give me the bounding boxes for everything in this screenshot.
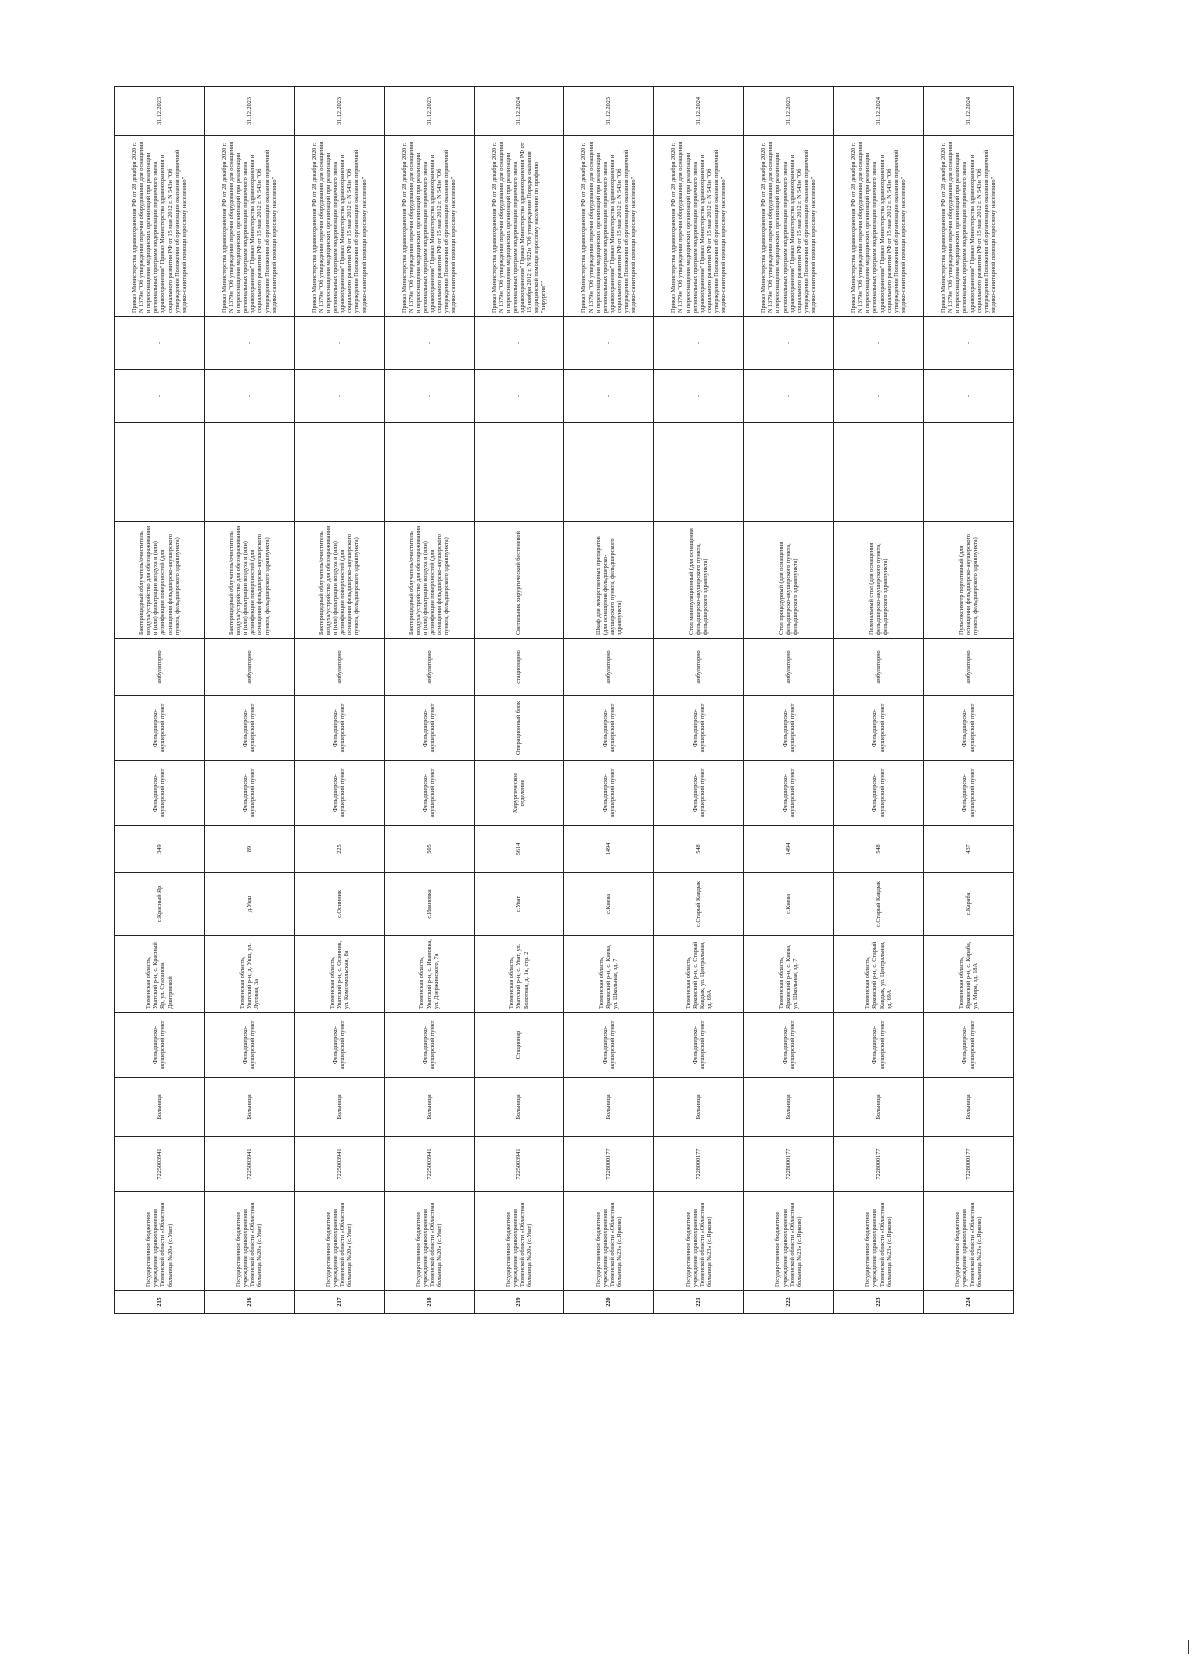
facility-type-cell: Больница xyxy=(834,1078,924,1137)
subdivision-cell: Фельдшерско-акушерский пункт xyxy=(834,1013,924,1078)
empty-cell xyxy=(654,423,744,522)
quantity-cell: - xyxy=(204,317,294,370)
quantity-cell: - xyxy=(744,317,834,370)
quantity-cell: - xyxy=(564,317,654,370)
locality-cell: с.Осинник xyxy=(294,873,384,936)
deadline-cell: 31.12.2024 xyxy=(834,87,924,136)
deadline-cell: 31.12.2023 xyxy=(744,87,834,136)
department-cell: Фельдшерско-акушерский пункт xyxy=(564,696,654,761)
inn-cell: 7225003941 xyxy=(115,1137,205,1192)
regulation-cell: Приказ Министерства здравоохранения РФ от 28 декабря 2020 г. N 1379н "Об утверждении перечня оборудования для оснащения и переоснащения медицинских организаций при реализации региональных программ модернизации первичного звена здравоохранения" Приказ Министерства здравоохранения и социального развития РФ от 15 мая 2012 г. N 543н "Об утверждении Положения об организации оказания первичной медико-санитарной помощи взрослому населению" xyxy=(654,136,744,317)
address-cell: Тюменская область, Ярковский р-н, с. Киева, ул. Школьная, зд. 7 xyxy=(564,936,654,1013)
unit-cell: Фельдшерско-акушерский пункт xyxy=(834,761,924,826)
deadline-cell: 31.12.2023 xyxy=(384,87,474,136)
unit-cell: Фельдшерско-акушерский пункт xyxy=(115,761,205,826)
table-row xyxy=(564,87,654,1314)
table-row xyxy=(115,87,205,1314)
equipment-cell: Стол манипуляционный (для оснащения фельдшерско-акушерского пункта, фельдшерского здравпункта) xyxy=(654,522,744,639)
subdivision-cell: Фельдшерско-акушерский пункт xyxy=(294,1013,384,1078)
table-body xyxy=(115,87,1014,1314)
empty-cell xyxy=(294,423,384,522)
organization-cell: Государственное бюджетное учреждение здравоохранения Тюменской области «Областная больница №20» (с.Уват) xyxy=(294,1192,384,1291)
quantity-cell: - xyxy=(474,317,564,370)
department-cell: Фельдшерско-акушерский пункт xyxy=(834,696,924,761)
inn-cell: 7225003941 xyxy=(384,1137,474,1192)
row-number-cell: 215 xyxy=(115,1291,205,1314)
inn-cell: 7228000177 xyxy=(744,1137,834,1192)
quantity-cell: - xyxy=(384,370,474,423)
address-cell: Тюменская область, Ярковский р-н, с. Старый Кавдык, ул. Центральная, зд. 69А xyxy=(654,936,744,1013)
quantity-cell: - xyxy=(834,370,924,423)
table-row xyxy=(384,87,474,1314)
locality-cell: с.Красный Яр xyxy=(115,873,205,936)
organization-cell: Государственное бюджетное учреждение здравоохранения Тюменской области «Областная больница №20» (с.Уват) xyxy=(115,1192,205,1291)
table-row xyxy=(204,87,294,1314)
inn-cell: 7228000177 xyxy=(654,1137,744,1192)
regulation-cell: Приказ Министерства здравоохранения РФ от 28 декабря 2020 г. N 1379н "Об утверждении перечня оборудования для оснащения и переоснащения медицинских организаций при реализации региональных программ модернизации первичного звена здравоохранения" Приказ Министерства здравоохранения и социального развития РФ от 15 мая 2012 г. N 543н "Об утверждении Положения об организации оказания первичной медико-санитарной помощи взрослому населению" xyxy=(115,136,205,317)
row-number-cell: 216 xyxy=(204,1291,294,1314)
empty-cell xyxy=(115,423,205,522)
row-number-cell: 223 xyxy=(834,1291,924,1314)
table-row xyxy=(654,87,744,1314)
locality-cell: с.Старый Кавдык xyxy=(654,873,744,936)
locality-cell: с.Уват xyxy=(474,873,564,936)
care-mode-cell: амбулаторно xyxy=(654,639,744,696)
table-row xyxy=(474,87,564,1314)
locality-cell: с.Киева xyxy=(744,873,834,936)
table-row xyxy=(294,87,384,1314)
address-cell: Тюменская область, Ярковский р-н, с. Киева, ул. Школьная, зд. 7 xyxy=(744,936,834,1013)
facility-type-cell: Больница xyxy=(115,1078,205,1137)
unit-cell: Фельдшерско-акушерский пункт xyxy=(654,761,744,826)
population-cell: 225 xyxy=(294,826,384,873)
row-number-cell: 217 xyxy=(294,1291,384,1314)
address-cell: Тюменская область, Уватский р-н, с. Ивановка, ул. Дзержинского, 7а xyxy=(384,936,474,1013)
empty-cell xyxy=(384,423,474,522)
regulation-cell: Приказ Министерства здравоохранения РФ от 28 декабря 2020 г. N 1379н "Об утверждении перечня оборудования для оснащения и переоснащения медицинских организаций при реализации региональных программ модернизации первичного звена здравоохранения" Приказ Министерства здравоохранения и социального развития РФ от 15 мая 2012 г. N 543н "Об утверждении Положения об организации оказания первичной медико-санитарной помощи взрослому населению" xyxy=(834,136,924,317)
facility-type-cell: Больница xyxy=(924,1078,1014,1137)
inn-cell: 7225003941 xyxy=(294,1137,384,1192)
quantity-cell: - xyxy=(654,370,744,423)
row-number-cell: 219 xyxy=(474,1291,564,1314)
address-cell: Тюменская область, Уватский р-н, д. Укш, ул. Луговая, 3а xyxy=(204,936,294,1013)
empty-cell xyxy=(564,423,654,522)
department-cell: Фельдшерско-акушерский пункт xyxy=(744,696,834,761)
row-number-cell: 220 xyxy=(564,1291,654,1314)
empty-cell xyxy=(924,423,1014,522)
unit-cell: Фельдшерско-акушерский пункт xyxy=(564,761,654,826)
unit-cell: Фельдшерско-акушерский пункт xyxy=(384,761,474,826)
empty-cell xyxy=(834,423,924,522)
subdivision-cell: Фельдшерско-акушерский пункт xyxy=(384,1013,474,1078)
care-mode-cell: амбулаторно xyxy=(384,639,474,696)
empty-cell xyxy=(474,423,564,522)
quantity-cell: - xyxy=(115,317,205,370)
equipment-cell: Светильник хирургический бестеневой xyxy=(474,522,564,639)
empty-cell xyxy=(744,423,834,522)
care-mode-cell: стационарно xyxy=(474,639,564,696)
equipment-register-table xyxy=(114,86,1014,1314)
unit-cell: Хирургическое отделение xyxy=(474,761,564,826)
unit-cell: Фельдшерско-акушерский пункт xyxy=(924,761,1014,826)
facility-type-cell: Больница xyxy=(654,1078,744,1137)
subdivision-cell: Фельдшерско-акушерский пункт xyxy=(654,1013,744,1078)
organization-cell: Государственное бюджетное учреждение здравоохранения Тюменской области «Областная больница №20» (с.Уват) xyxy=(384,1192,474,1291)
quantity-cell: - xyxy=(924,370,1014,423)
equipment-cell: Бактерицидный облучатель/очиститель воздуха/устройство для обеззараживания и (или) фильтрации воздуха и (или) дезинфекции поверхностей (для оснащения фельдшерско-акушерского пункта, фельдшерского здравпункта) xyxy=(115,522,205,639)
quantity-cell: - xyxy=(384,317,474,370)
row-number-cell: 224 xyxy=(924,1291,1014,1314)
department-cell: Фельдшерско-акушерский пункт xyxy=(654,696,744,761)
organization-cell: Государственное бюджетное учреждение здравоохранения Тюменской области «Областная больница №23» (с.Ярково) xyxy=(924,1192,1014,1291)
organization-cell: Государственное бюджетное учреждение здравоохранения Тюменской области «Областная больница №23» (с.Ярково) xyxy=(564,1192,654,1291)
equipment-cell: Стол процедурный (для оснащения фельдшерско-акушерского пункта, фельдшерского здравпункта) xyxy=(744,522,834,639)
population-cell: 1494 xyxy=(564,826,654,873)
population-cell: 548 xyxy=(654,826,744,873)
row-number-cell: 221 xyxy=(654,1291,744,1314)
department-cell: Фельдшерско-акушерский пункт xyxy=(384,696,474,761)
equipment-cell: Бактерицидный облучатель/очиститель воздуха/устройство для обеззараживания и (или) фильтрации воздуха и (или) дезинфекции поверхностей (для оснащения фельдшерско-акушерского пункта, фельдшерского здравпункта) xyxy=(294,522,384,639)
address-cell: Тюменская область, Ярковский р-н, с. Старый Кавдык, ул. Центральная, зд. 69А xyxy=(834,936,924,1013)
rotated-table-container xyxy=(114,97,1014,1314)
population-cell: 5614 xyxy=(474,826,564,873)
care-mode-cell: амбулаторно xyxy=(924,639,1014,696)
equipment-cell: Пульсоксиметр портативный (для оснащения фельдшерско-акушерского пункта, фельдшерского здравпункта) xyxy=(924,522,1014,639)
subdivision-cell: Фельдшерско-акушерский пункт xyxy=(204,1013,294,1078)
subdivision-cell: Фельдшерско-акушерский пункт xyxy=(924,1013,1014,1078)
deadline-cell: 31.12.2023 xyxy=(204,87,294,136)
department-cell: Фельдшерско-акушерский пункт xyxy=(294,696,384,761)
inn-cell: 7228000177 xyxy=(924,1137,1014,1192)
population-cell: 505 xyxy=(384,826,474,873)
deadline-cell: 31.12.2023 xyxy=(564,87,654,136)
deadline-cell: 31.12.2024 xyxy=(924,87,1014,136)
organization-cell: Государственное бюджетное учреждение здравоохранения Тюменской области «Областная больница №23» (с.Ярково) xyxy=(834,1192,924,1291)
care-mode-cell: амбулаторно xyxy=(744,639,834,696)
regulation-cell: Приказ Министерства здравоохранения РФ от 28 декабря 2020 г. N 1379н "Об утверждении перечня оборудования для оснащения и переоснащения медицинских организаций при реализации региональных программ модернизации первичного звена здравоохранения" Приказ Министерства здравоохранения и социального развития РФ от 15 мая 2012 г. N 543н "Об утверждении Положения об организации оказания первичной медико-санитарной помощи взрослому населению" xyxy=(744,136,834,317)
inn-cell: 7225003941 xyxy=(204,1137,294,1192)
inn-cell: 7228000177 xyxy=(834,1137,924,1192)
department-cell: Фельдшерско-акушерский пункт xyxy=(924,696,1014,761)
table-row xyxy=(924,87,1014,1314)
table-row xyxy=(834,87,924,1314)
organization-cell: Государственное бюджетное учреждение здравоохранения Тюменской области «Областная больница №20» (с.Уват) xyxy=(204,1192,294,1291)
equipment-cell: Бактерицидный облучатель/очиститель воздуха/устройство для обеззараживания и (или) фильтрации воздуха и (или) дезинфекции поверхностей (для оснащения фельдшерско-акушерского пункта, фельдшерского здравпункта) xyxy=(204,522,294,639)
locality-cell: с.Киева xyxy=(564,873,654,936)
population-cell: 349 xyxy=(115,826,205,873)
deadline-cell: 31.12.2024 xyxy=(654,87,744,136)
quantity-cell: - xyxy=(924,317,1014,370)
regulation-cell: Приказ Министерства здравоохранения РФ от 28 декабря 2020 г. N 1379н "Об утверждении перечня оборудования для оснащения и переоснащения медицинских организаций при реализации региональных программ модернизации первичного звена здравоохранения" Приказ Министерства здравоохранения и социального развития РФ от 15 мая 2012 г. N 543н "Об утверждении Положения об организации оказания первичной медико-санитарной помощи взрослому населению" xyxy=(564,136,654,317)
care-mode-cell: амбулаторно xyxy=(115,639,205,696)
table-row xyxy=(744,87,834,1314)
population-cell: 1494 xyxy=(744,826,834,873)
locality-cell: с.Караба xyxy=(924,873,1014,936)
address-cell: Тюменская область, Ярковский р-н, с. Караба, ул. Мира, зд. 18А xyxy=(924,936,1014,1013)
population-cell: 89 xyxy=(204,826,294,873)
row-number-cell: 218 xyxy=(384,1291,474,1314)
organization-cell: Государственное бюджетное учреждение здравоохранения Тюменской области «Областная больница №23» (с.Ярково) xyxy=(654,1192,744,1291)
unit-cell: Фельдшерско-акушерский пункт xyxy=(744,761,834,826)
subdivision-cell: Стационар xyxy=(474,1013,564,1078)
unit-cell: Фельдшерско-акушерский пункт xyxy=(204,761,294,826)
quantity-cell: - xyxy=(564,370,654,423)
empty-cell xyxy=(204,423,294,522)
subdivision-cell: Фельдшерско-акушерский пункт xyxy=(564,1013,654,1078)
regulation-cell: Приказ Министерства здравоохранения РФ от 28 декабря 2020 г. N 1379н "Об утверждении перечня оборудования для оснащения и переоснащения медицинских организаций при реализации региональных программ модернизации первичного звена здравоохранения" Приказ Министерства здравоохранения и социального развития РФ от 15 мая 2012 г. N 543н "Об утверждении Положения об организации оказания первичной медико-санитарной помощи взрослому населению" xyxy=(384,136,474,317)
subdivision-cell: Фельдшерско-акушерский пункт xyxy=(744,1013,834,1078)
locality-cell: д.Укш xyxy=(204,873,294,936)
quantity-cell: - xyxy=(294,370,384,423)
organization-cell: Государственное бюджетное учреждение здравоохранения Тюменской области «Областная больница №20» (с.Уват) xyxy=(474,1192,564,1291)
quantity-cell: - xyxy=(115,370,205,423)
facility-type-cell: Больница xyxy=(294,1078,384,1137)
facility-type-cell: Больница xyxy=(564,1078,654,1137)
equipment-cell: Бактерицидный облучатель/очиститель воздуха/устройство для обеззараживания и (или) фильтрации воздуха и (или) дезинфекции поверхностей (для оснащения фельдшерско-акушерского пункта, фельдшерского здравпункта) xyxy=(384,522,474,639)
facility-type-cell: Больница xyxy=(204,1078,294,1137)
quantity-cell: - xyxy=(744,370,834,423)
address-cell: Тюменская область, Уватский р-н, с. Уват, ул. Болотная, д. 1а, стр. 2 xyxy=(474,936,564,1013)
regulation-cell: Приказ Министерства здравоохранения РФ от 28 декабря 2020 г. N 1379н "Об утверждении перечня оборудования для оснащения и переоснащения медицинских организаций при реализации региональных программ модернизации первичного звена здравоохранения" Приказ Министерства здравоохранения и социального развития РФ от 15 мая 2012 г. N 543н "Об утверждении Положения об организации оказания первичной медико-санитарной помощи взрослому населению" xyxy=(924,136,1014,317)
organization-cell: Государственное бюджетное учреждение здравоохранения Тюменской области «Областная больница №23» (с.Ярково) xyxy=(744,1192,834,1291)
row-number-cell: 222 xyxy=(744,1291,834,1314)
quantity-cell: - xyxy=(474,370,564,423)
subdivision-cell: Фельдшерско-акушерский пункт xyxy=(115,1013,205,1078)
facility-type-cell: Больница xyxy=(744,1078,834,1137)
quantity-cell: - xyxy=(294,317,384,370)
care-mode-cell: амбулаторно xyxy=(834,639,924,696)
regulation-cell: Приказ Министерства здравоохранения РФ от 28 декабря 2020 г. N 1379н "Об утверждении перечня оборудования для оснащения и переоснащения медицинских организаций при реализации региональных программ модернизации первичного звена здравоохранения" Приказ Министерства здравоохранения и социального развития РФ от 15 мая 2012 г. N 543н "Об утверждении Положения об организации оказания первичной медико-санитарной помощи взрослому населению" xyxy=(204,136,294,317)
scan-edge-mark xyxy=(1188,1640,1189,1654)
quantity-cell: - xyxy=(834,317,924,370)
equipment-cell: Пеленальный стол (для оснащения фельдшерско-акушерского пункта, фельдшерского здравпункта) xyxy=(834,522,924,639)
deadline-cell: 31.12.2024 xyxy=(474,87,564,136)
locality-cell: с.Ивановка xyxy=(384,873,474,936)
care-mode-cell: амбулаторно xyxy=(204,639,294,696)
quantity-cell: - xyxy=(654,317,744,370)
inn-cell: 7225003941 xyxy=(474,1137,564,1192)
address-cell: Тюменская область, Уватский р-н, с. Осинник, ул. Комсомольская, 8а xyxy=(294,936,384,1013)
population-cell: 437 xyxy=(924,826,1014,873)
deadline-cell: 31.12.2023 xyxy=(294,87,384,136)
department-cell: Фельдшерско-акушерский пункт xyxy=(204,696,294,761)
population-cell: 548 xyxy=(834,826,924,873)
inn-cell: 7228000177 xyxy=(564,1137,654,1192)
locality-cell: с.Старый Кавдык xyxy=(834,873,924,936)
care-mode-cell: амбулаторно xyxy=(564,639,654,696)
regulation-cell: Приказ Министерства здравоохранения РФ от 28 декабря 2020 г. N 1379н "Об утверждении перечня оборудования для оснащения и переоснащения медицинских организаций при реализации региональных программ модернизации первичного звена здравоохранения" Приказ Министерства здравоохранения РФ от 15 ноября 2012 г. N 922н "Об утверждении Порядка оказания медицинской помощи взрослому населению по профилю "хирургия"" xyxy=(474,136,564,317)
facility-type-cell: Больница xyxy=(474,1078,564,1137)
unit-cell: Фельдшерско-акушерский пункт xyxy=(294,761,384,826)
deadline-cell: 31.12.2023 xyxy=(115,87,205,136)
regulation-cell: Приказ Министерства здравоохранения РФ от 28 декабря 2020 г. N 1379н "Об утверждении перечня оборудования для оснащения и переоснащения медицинских организаций при реализации региональных программ модернизации первичного звена здравоохранения" Приказ Министерства здравоохранения и социального развития РФ от 15 мая 2012 г. N 543н "Об утверждении Положения об организации оказания первичной медико-санитарной помощи взрослому населению" xyxy=(294,136,384,317)
department-cell: Операционный блок xyxy=(474,696,564,761)
address-cell: Тюменская область, Уватский р-н, с. Красный Яр, ул. Стаханова Дмитриевой xyxy=(115,936,205,1013)
equipment-cell: Шкаф для лекарственных препаратов (для оснащения фельдшерско-акушерского пункта, фельдшерского здравпункта) xyxy=(564,522,654,639)
facility-type-cell: Больница xyxy=(384,1078,474,1137)
department-cell: Фельдшерско-акушерский пункт xyxy=(115,696,205,761)
quantity-cell: - xyxy=(204,370,294,423)
care-mode-cell: амбулаторно xyxy=(294,639,384,696)
